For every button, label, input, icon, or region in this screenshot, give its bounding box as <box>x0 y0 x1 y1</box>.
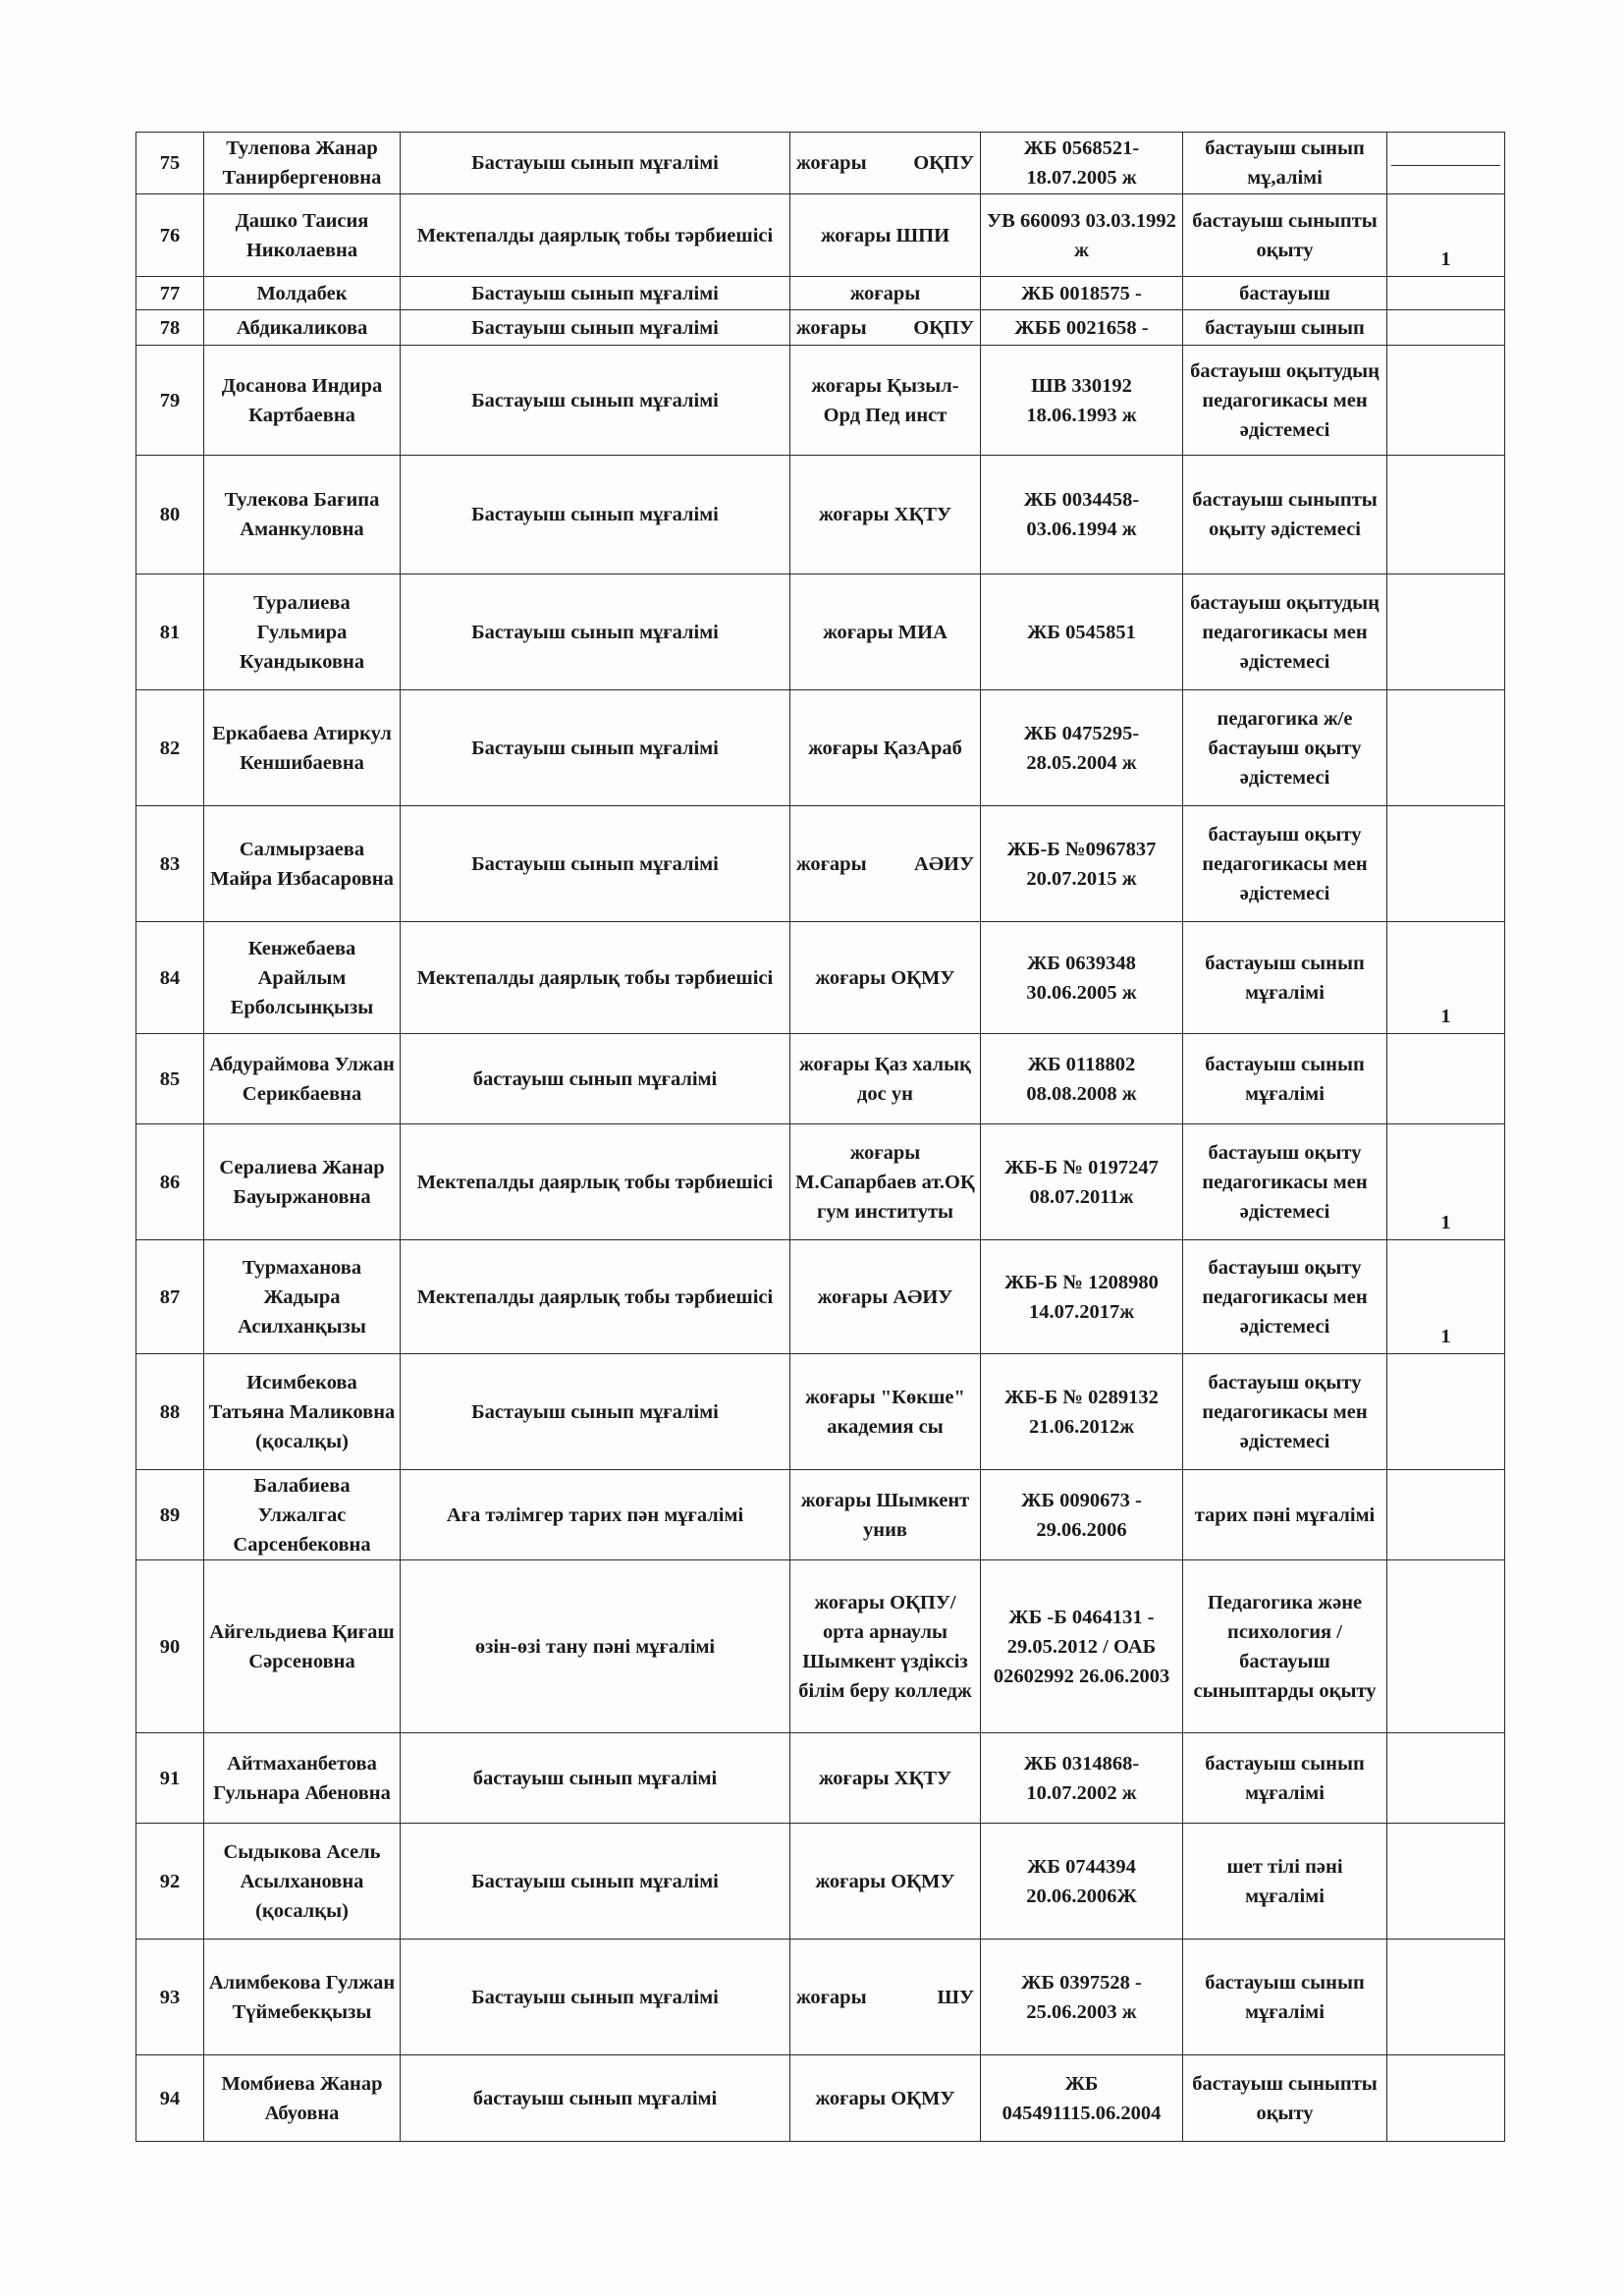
position: Мектепалды даярлық тобы тәрбиешісі <box>401 1240 790 1354</box>
teacher-name: Турмаханова Жадыра Асилханқызы <box>204 1240 401 1354</box>
teacher-name: Туралиева Гульмира Куандыковна <box>204 574 401 690</box>
position: Бастауыш сынып мұғалімі <box>401 690 790 806</box>
teacher-name: Дашко Таисия Николаевна <box>204 194 401 277</box>
mark-cell <box>1387 456 1505 574</box>
position: Бастауыш сынып мұғалімі <box>401 574 790 690</box>
mark-cell: 1 <box>1387 1240 1505 1354</box>
specialty: бастауыш сынып <box>1183 310 1387 346</box>
diploma: ЖБ 0018575 - <box>981 277 1183 310</box>
teacher-name: Еркабаева Атиркул Кеншибаевна <box>204 690 401 806</box>
education: жоғары "Көкше" академия сы <box>790 1354 981 1470</box>
diploma: ЖБ 0397528 - 25.06.2003 ж <box>981 1940 1183 2055</box>
mark-cell <box>1387 277 1505 310</box>
mark-cell: 1 <box>1387 922 1505 1034</box>
education-level: жоғары <box>796 1986 867 2008</box>
diploma: ЖБ-Б №0967837 20.07.2015 ж <box>981 806 1183 922</box>
position: Бастауыш сынып мұғалімі <box>401 1824 790 1940</box>
mark-cell <box>1387 310 1505 346</box>
specialty: бастауыш оқыту педагогикасы мен әдістемесі <box>1183 1240 1387 1354</box>
education-institution: ШУ <box>937 1986 974 2008</box>
teacher-name: Досанова Индира Картбаевна <box>204 346 401 456</box>
diploma: ЖБ 0090673 - 29.06.2006 <box>981 1470 1183 1560</box>
row-number: 77 <box>136 277 204 310</box>
mark-cell <box>1387 1560 1505 1733</box>
staff-table <box>135 132 1505 2142</box>
diploma: ЖБ-Б № 0289132 21.06.2012ж <box>981 1354 1183 1470</box>
table-row <box>136 1124 1505 1240</box>
position: Бастауыш сынып мұғалімі <box>401 806 790 922</box>
education-institution: ОҚПУ <box>913 316 974 339</box>
row-number: 92 <box>136 1824 204 1940</box>
specialty: бастауыш сыныпты оқыту әдістемесі <box>1183 456 1387 574</box>
specialty: Педагогика және психология / бастауыш сыныптарды оқыту <box>1183 1560 1387 1733</box>
table-row <box>136 2055 1505 2142</box>
education-institution: АӘИУ <box>914 852 974 875</box>
mark-cell: 1 <box>1387 194 1505 277</box>
row-number: 81 <box>136 574 204 690</box>
specialty: бастауыш оқытудың педагогикасы мен әдістемесі <box>1183 574 1387 690</box>
row-number: 76 <box>136 194 204 277</box>
education-level: жоғары <box>796 152 867 174</box>
specialty: бастауыш оқыту педагогикасы мен әдістемесі <box>1183 1124 1387 1240</box>
specialty: бастауыш оқыту педагогикасы мен әдістемесі <box>1183 806 1387 922</box>
teacher-name: Тулекова Бағипа Аманкуловна <box>204 456 401 574</box>
table-row <box>136 922 1505 1034</box>
mark-cell <box>1387 806 1505 922</box>
row-number: 87 <box>136 1240 204 1354</box>
row-number: 78 <box>136 310 204 346</box>
position: Мектепалды даярлық тобы тәрбиешісі <box>401 194 790 277</box>
table-row <box>136 806 1505 922</box>
row-number: 82 <box>136 690 204 806</box>
position: Бастауыш сынып мұғалімі <box>401 277 790 310</box>
specialty: шет тілі пәні мұғалімі <box>1183 1824 1387 1940</box>
teacher-name: Алимбекова Гулжан Түймебекқызы <box>204 1940 401 2055</box>
specialty: бастауыш сынып мұ,алімі <box>1183 133 1387 194</box>
specialty: тарих пәні мұғалімі <box>1183 1470 1387 1560</box>
mark-cell <box>1387 1733 1505 1824</box>
position: Бастауыш сынып мұғалімі <box>401 456 790 574</box>
education-level: жоғары <box>796 316 867 339</box>
education: жоғары ҚазАраб <box>790 690 981 806</box>
education: жоғары Қызыл-Орд Пед инст <box>790 346 981 456</box>
mark-cell <box>1387 1034 1505 1124</box>
row-number: 85 <box>136 1034 204 1124</box>
education: жоғары ОҚМУ <box>790 2055 981 2142</box>
diploma: ЖБ 0639348 30.06.2005 ж <box>981 922 1183 1034</box>
table-row <box>136 1240 1505 1354</box>
diploma: ШВ 330192 18.06.1993 ж <box>981 346 1183 456</box>
teacher-name: Абдикаликова <box>204 310 401 346</box>
education: жоғары ОҚМУ <box>790 922 981 1034</box>
table-row <box>136 310 1505 346</box>
education: жоғары <box>790 277 981 310</box>
mark-cell <box>1387 690 1505 806</box>
table-row <box>136 194 1505 277</box>
position: Аға тәлімгер тарих пән мұғалімі <box>401 1470 790 1560</box>
row-number: 91 <box>136 1733 204 1824</box>
specialty: бастауыш оқытудың педагогикасы мен әдістемесі <box>1183 346 1387 456</box>
diploma: ЖБ 0314868-10.07.2002 ж <box>981 1733 1183 1824</box>
education <box>790 310 981 346</box>
position: өзін-өзі тану пәні мұғалімі <box>401 1560 790 1733</box>
row-number: 84 <box>136 922 204 1034</box>
education: жоғары ХҚТУ <box>790 1733 981 1824</box>
table-row <box>136 133 1505 194</box>
teacher-name: Кенжебаева Арайлым Ерболсынқызы <box>204 922 401 1034</box>
education: жоғары М.Сапарбаев ат.ОҚ гум институты <box>790 1124 981 1240</box>
row-number: 86 <box>136 1124 204 1240</box>
teacher-name: Салмырзаева Майра Избасаровна <box>204 806 401 922</box>
diploma: УВ 660093 03.03.1992 ж <box>981 194 1183 277</box>
position: Бастауыш сынып мұғалімі <box>401 133 790 194</box>
position: бастауыш сынып мұғалімі <box>401 1034 790 1124</box>
specialty: бастауыш сынып мұғалімі <box>1183 1733 1387 1824</box>
row-number: 93 <box>136 1940 204 2055</box>
education <box>790 806 981 922</box>
teacher-name: Тулепова Жанар Танирбергеновна <box>204 133 401 194</box>
specialty: бастауыш сыныпты оқыту <box>1183 2055 1387 2142</box>
education: жоғары АӘИУ <box>790 1240 981 1354</box>
row-number: 90 <box>136 1560 204 1733</box>
education <box>790 133 981 194</box>
diploma: ЖББ 0021658 - <box>981 310 1183 346</box>
position: бастауыш сынып мұғалімі <box>401 2055 790 2142</box>
specialty: бастауыш сынып мұғалімі <box>1183 1034 1387 1124</box>
row-number: 80 <box>136 456 204 574</box>
education: жоғары ШПИ <box>790 194 981 277</box>
education: жоғары ОҚМУ <box>790 1824 981 1940</box>
mark-cell <box>1387 133 1505 194</box>
table-row <box>136 456 1505 574</box>
table-row <box>136 1354 1505 1470</box>
education: жоғары Шымкент унив <box>790 1470 981 1560</box>
position: Бастауыш сынып мұғалімі <box>401 310 790 346</box>
specialty: бастауыш сынып мұғалімі <box>1183 1940 1387 2055</box>
diploma: ЖБ 0475295-28.05.2004 ж <box>981 690 1183 806</box>
diploma: ЖБ-Б № 1208980 14.07.2017ж <box>981 1240 1183 1354</box>
row-number: 83 <box>136 806 204 922</box>
education: жоғары ОҚПУ/ орта арнаулы Шымкент үздіксіз білім беру колледж <box>790 1560 981 1733</box>
diploma: ЖБ -Б 0464131 - 29.05.2012 / ОАБ 02602992 26.06.2003 <box>981 1560 1183 1733</box>
table-row <box>136 1034 1505 1124</box>
position: Бастауыш сынып мұғалімі <box>401 1940 790 2055</box>
mark-cell <box>1387 1470 1505 1560</box>
education <box>790 1940 981 2055</box>
row-number: 89 <box>136 1470 204 1560</box>
table-row <box>136 346 1505 456</box>
mark-cell <box>1387 346 1505 456</box>
mark-cell <box>1387 1940 1505 2055</box>
row-number: 94 <box>136 2055 204 2142</box>
table-row <box>136 574 1505 690</box>
position: Мектепалды даярлық тобы тәрбиешісі <box>401 1124 790 1240</box>
table-row <box>136 1560 1505 1733</box>
teacher-name: Момбиева Жанар Абуовна <box>204 2055 401 2142</box>
table-row <box>136 1940 1505 2055</box>
position: бастауыш сынып мұғалімі <box>401 1733 790 1824</box>
table-row <box>136 1824 1505 1940</box>
diploma: ЖБ 045491115.06.2004 <box>981 2055 1183 2142</box>
diploma: ЖБ 0034458-03.06.1994 ж <box>981 456 1183 574</box>
education-institution: ОҚПУ <box>913 152 974 174</box>
specialty: бастауыш оқыту педагогикасы мен әдістемесі <box>1183 1354 1387 1470</box>
mark-cell <box>1387 574 1505 690</box>
diploma: ЖБ 0744394 20.06.2006Ж <box>981 1824 1183 1940</box>
row-number: 75 <box>136 133 204 194</box>
mark-cell <box>1387 1824 1505 1940</box>
education: жоғары Қаз халық дос ун <box>790 1034 981 1124</box>
table-row <box>136 277 1505 310</box>
diploma: ЖБ 0568521-18.07.2005 ж <box>981 133 1183 194</box>
position: Бастауыш сынып мұғалімі <box>401 1354 790 1470</box>
teacher-name: Сералиева Жанар Бауыржановна <box>204 1124 401 1240</box>
mark-cell: 1 <box>1387 1124 1505 1240</box>
mark-cell <box>1387 1354 1505 1470</box>
table-row <box>136 1733 1505 1824</box>
education-level: жоғары <box>796 852 867 875</box>
teacher-name: Балабиева Улжалгас Сарсенбековна <box>204 1470 401 1560</box>
diploma: ЖБ 0118802 08.08.2008 ж <box>981 1034 1183 1124</box>
teacher-name: Абдураймова Улжан Серикбаевна <box>204 1034 401 1124</box>
diploma: ЖБ 0545851 <box>981 574 1183 690</box>
teacher-name: Сыдыкова Асель Асылхановна (қосалқы) <box>204 1824 401 1940</box>
teacher-name: Айгельдиева Қиғаш Сәрсеновна <box>204 1560 401 1733</box>
row-number: 88 <box>136 1354 204 1470</box>
teacher-name: Молдабек <box>204 277 401 310</box>
specialty: педагогика ж/е бастауыш оқыту әдістемесі <box>1183 690 1387 806</box>
education: жоғары МИА <box>790 574 981 690</box>
specialty: бастауыш сыныпты оқыту <box>1183 194 1387 277</box>
specialty: бастауыш сынып мұғалімі <box>1183 922 1387 1034</box>
table-row <box>136 1470 1505 1560</box>
teacher-name: Айтмаханбетова Гульнара Абеновна <box>204 1733 401 1824</box>
education: жоғары ХҚТУ <box>790 456 981 574</box>
row-number: 79 <box>136 346 204 456</box>
teacher-name: Исимбекова Татьяна Маликовна (қосалқы) <box>204 1354 401 1470</box>
mark-cell <box>1387 2055 1505 2142</box>
position: Бастауыш сынып мұғалімі <box>401 346 790 456</box>
diploma: ЖБ-Б № 0197247 08.07.2011ж <box>981 1124 1183 1240</box>
table-row <box>136 690 1505 806</box>
position: Мектепалды даярлық тобы тәрбиешісі <box>401 922 790 1034</box>
specialty: бастауыш <box>1183 277 1387 310</box>
